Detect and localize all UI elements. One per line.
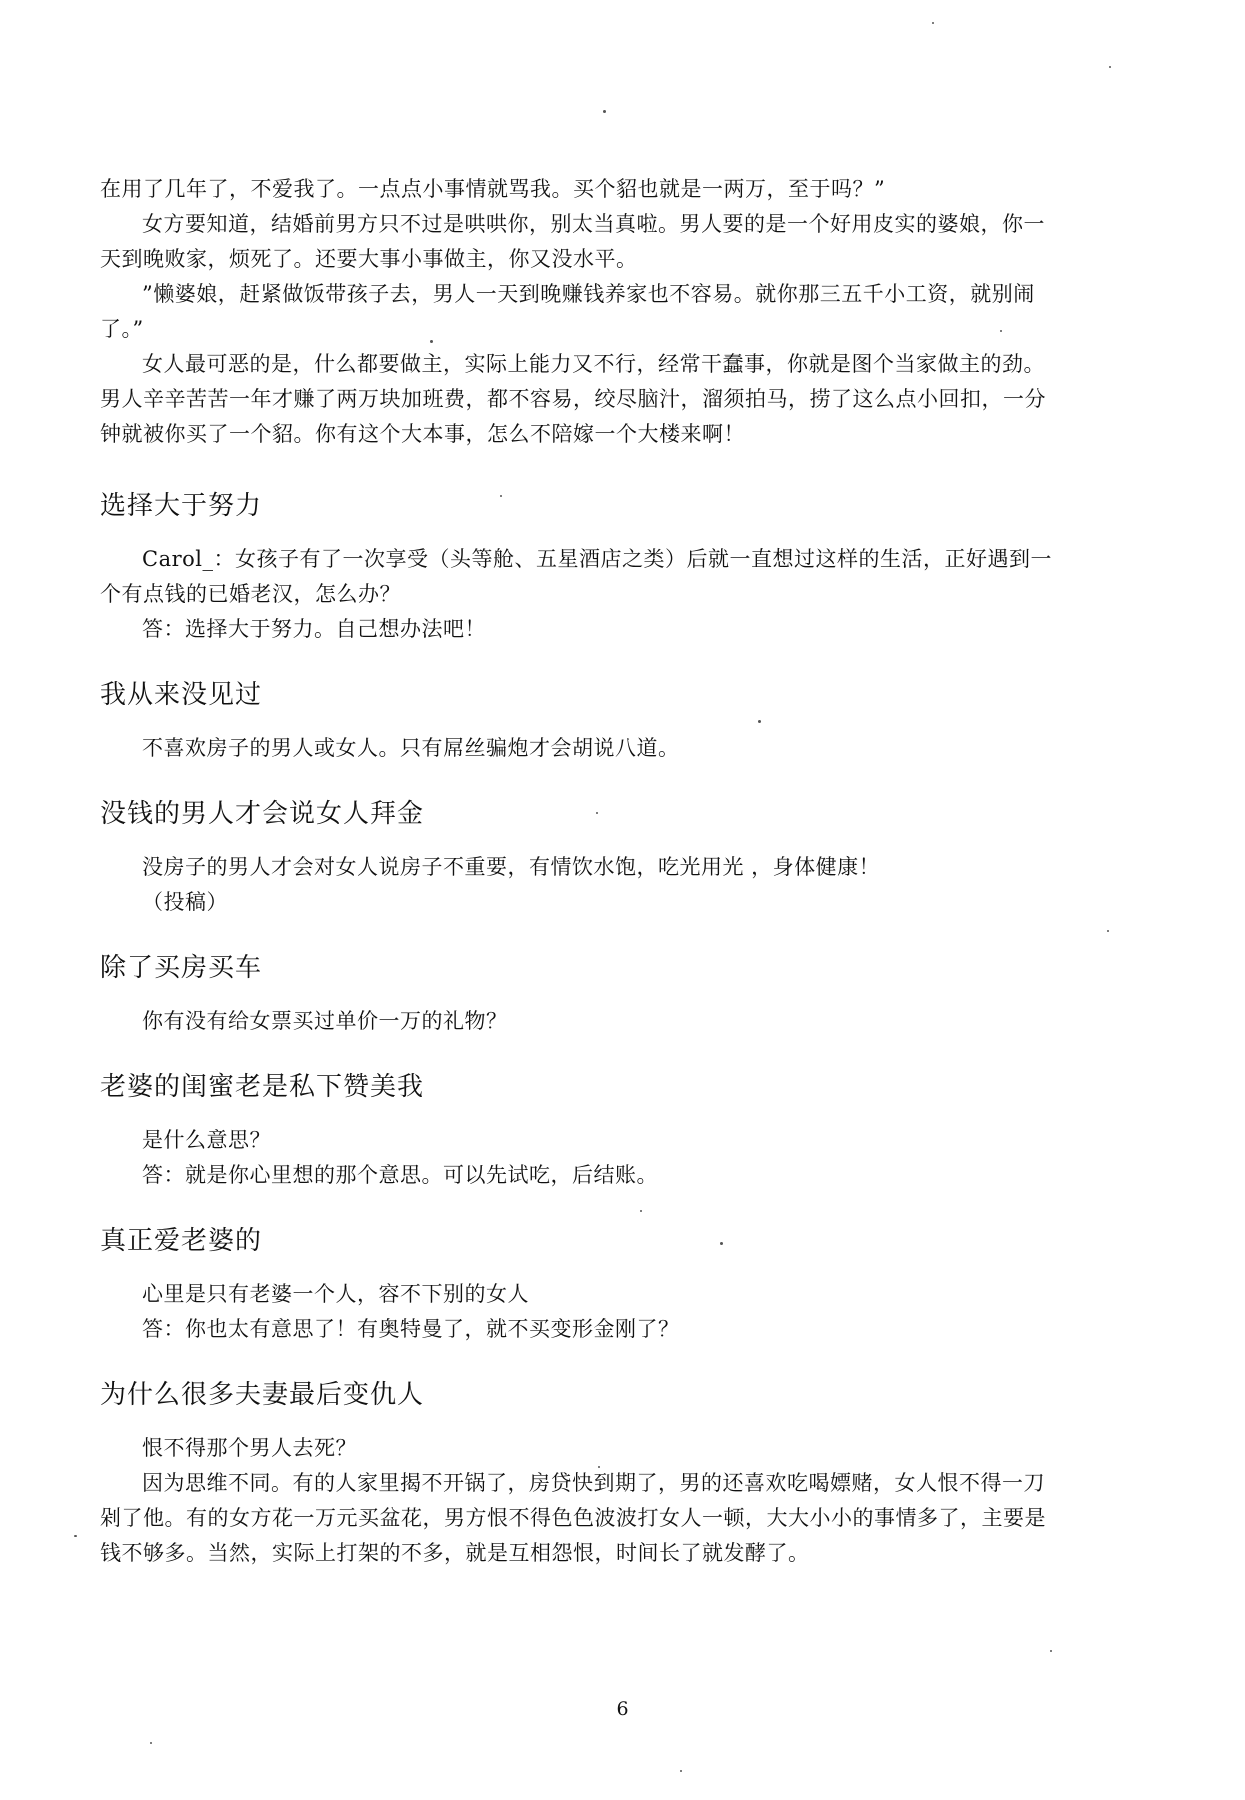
opening-text (100, 172, 1060, 452)
paragraph: 在用了几年了，不爱我了。一点点小事情就骂我。买个貂也就是一两万，至于吗？” (100, 177, 886, 201)
section-besides-house-and-car (100, 950, 1060, 1039)
scan-speck (932, 22, 934, 24)
scan-speck (1050, 1650, 1052, 1652)
section-money-and-materialism (100, 796, 1060, 920)
section-choice-over-effort (100, 488, 1060, 647)
paragraph: 因为思维不同。有的人家里揭不开锅了，房贷快到期了，男的还喜欢吃喝嫖赌，女人恨不得一刀剁了他。有的女方花一万元买盆花，男方恨不得色色波波打女人一顿，大大小小的事情多了，主要是钱不够多。当然，实际上打架的不多，就是互相怨恨，时间长了就发酵了。 (100, 1471, 1046, 1565)
scan-speck (1107, 930, 1109, 932)
paragraph: 女方要知道，结婚前男方只不过是哄哄你，别太当真啦。男人要的是一个好用皮实的婆娘，你一天到晚败家，烦死了。还要大事小事做主，你又没水平。 (100, 212, 1045, 271)
paragraph: Carol_：女孩子有了一次享受（头等舱、五星酒店之类）后就一直想过这样的生活，正好遇到一个有点钱的已婚老汉，怎么办？ (100, 547, 1052, 606)
paragraph: （投稿） (142, 890, 228, 914)
document-body (100, 172, 1060, 1601)
paragraph: 是什么意思？ (142, 1128, 271, 1152)
section-truly-love-wife (100, 1223, 1060, 1347)
section-heading: 我从来没见过 (100, 680, 263, 710)
paragraph: 答：选择大于努力。自己想办法吧！ (142, 617, 486, 641)
section-couples-become-enemies (100, 1377, 1060, 1571)
paragraph: 恨不得那个男人去死？ (142, 1436, 357, 1460)
page-number: 6 (616, 1698, 629, 1720)
section-heading: 老婆的闺蜜老是私下赞美我 (100, 1072, 425, 1102)
scan-speck (150, 1742, 152, 1744)
scan-speck (74, 1535, 77, 1537)
section-heading: 没钱的男人才会说女人拜金 (100, 799, 425, 829)
paragraph: 没房子的男人才会对女人说房子不重要，有情饮水饱，吃光用光 ，身体健康！ (142, 855, 881, 879)
section-heading: 除了买房买车 (100, 953, 263, 983)
paragraph: 女人最可恶的是，什么都要做主，实际上能力又不行，经常干蠢事，你就是图个当家做主的劲。男人辛辛苦苦一年才赚了两万块加班费，都不容易，绞尽脑汁，溜须拍马，捞了这么点小回扣，一分钟就被你买了一个貂。你有这个大本事，怎么不陪嫁一个大楼来啊！ (100, 352, 1046, 446)
section-wifes-best-friend (100, 1069, 1060, 1193)
paragraph: 答：你也太有意思了！有奥特曼了，就不买变形金刚了？ (142, 1317, 680, 1341)
paragraph: 心里是只有老婆一个人，容不下别的女人 (142, 1282, 529, 1306)
scan-speck (680, 1770, 682, 1772)
scan-speck (1109, 66, 1111, 68)
section-heading: 真正爱老婆的 (100, 1226, 263, 1256)
scan-speck (603, 110, 606, 113)
paragraph: 不喜欢房子的男人或女人。只有屌丝骗炮才会胡说八道。 (142, 736, 680, 760)
paragraph: 你有没有给女票买过单价一万的礼物？ (142, 1009, 508, 1033)
paragraph: 答：就是你心里想的那个意思。可以先试吃，后结账。 (142, 1163, 658, 1187)
paragraph: ”懒婆娘，赶紧做饭带孩子去，男人一天到晚赚钱养家也不容易。就你那三五千小工资，就别闹了。” (100, 282, 1035, 341)
section-heading: 为什么很多夫妻最后变仇人 (100, 1380, 425, 1410)
section-never-seen (100, 677, 1060, 766)
section-heading: 选择大于努力 (100, 491, 263, 521)
